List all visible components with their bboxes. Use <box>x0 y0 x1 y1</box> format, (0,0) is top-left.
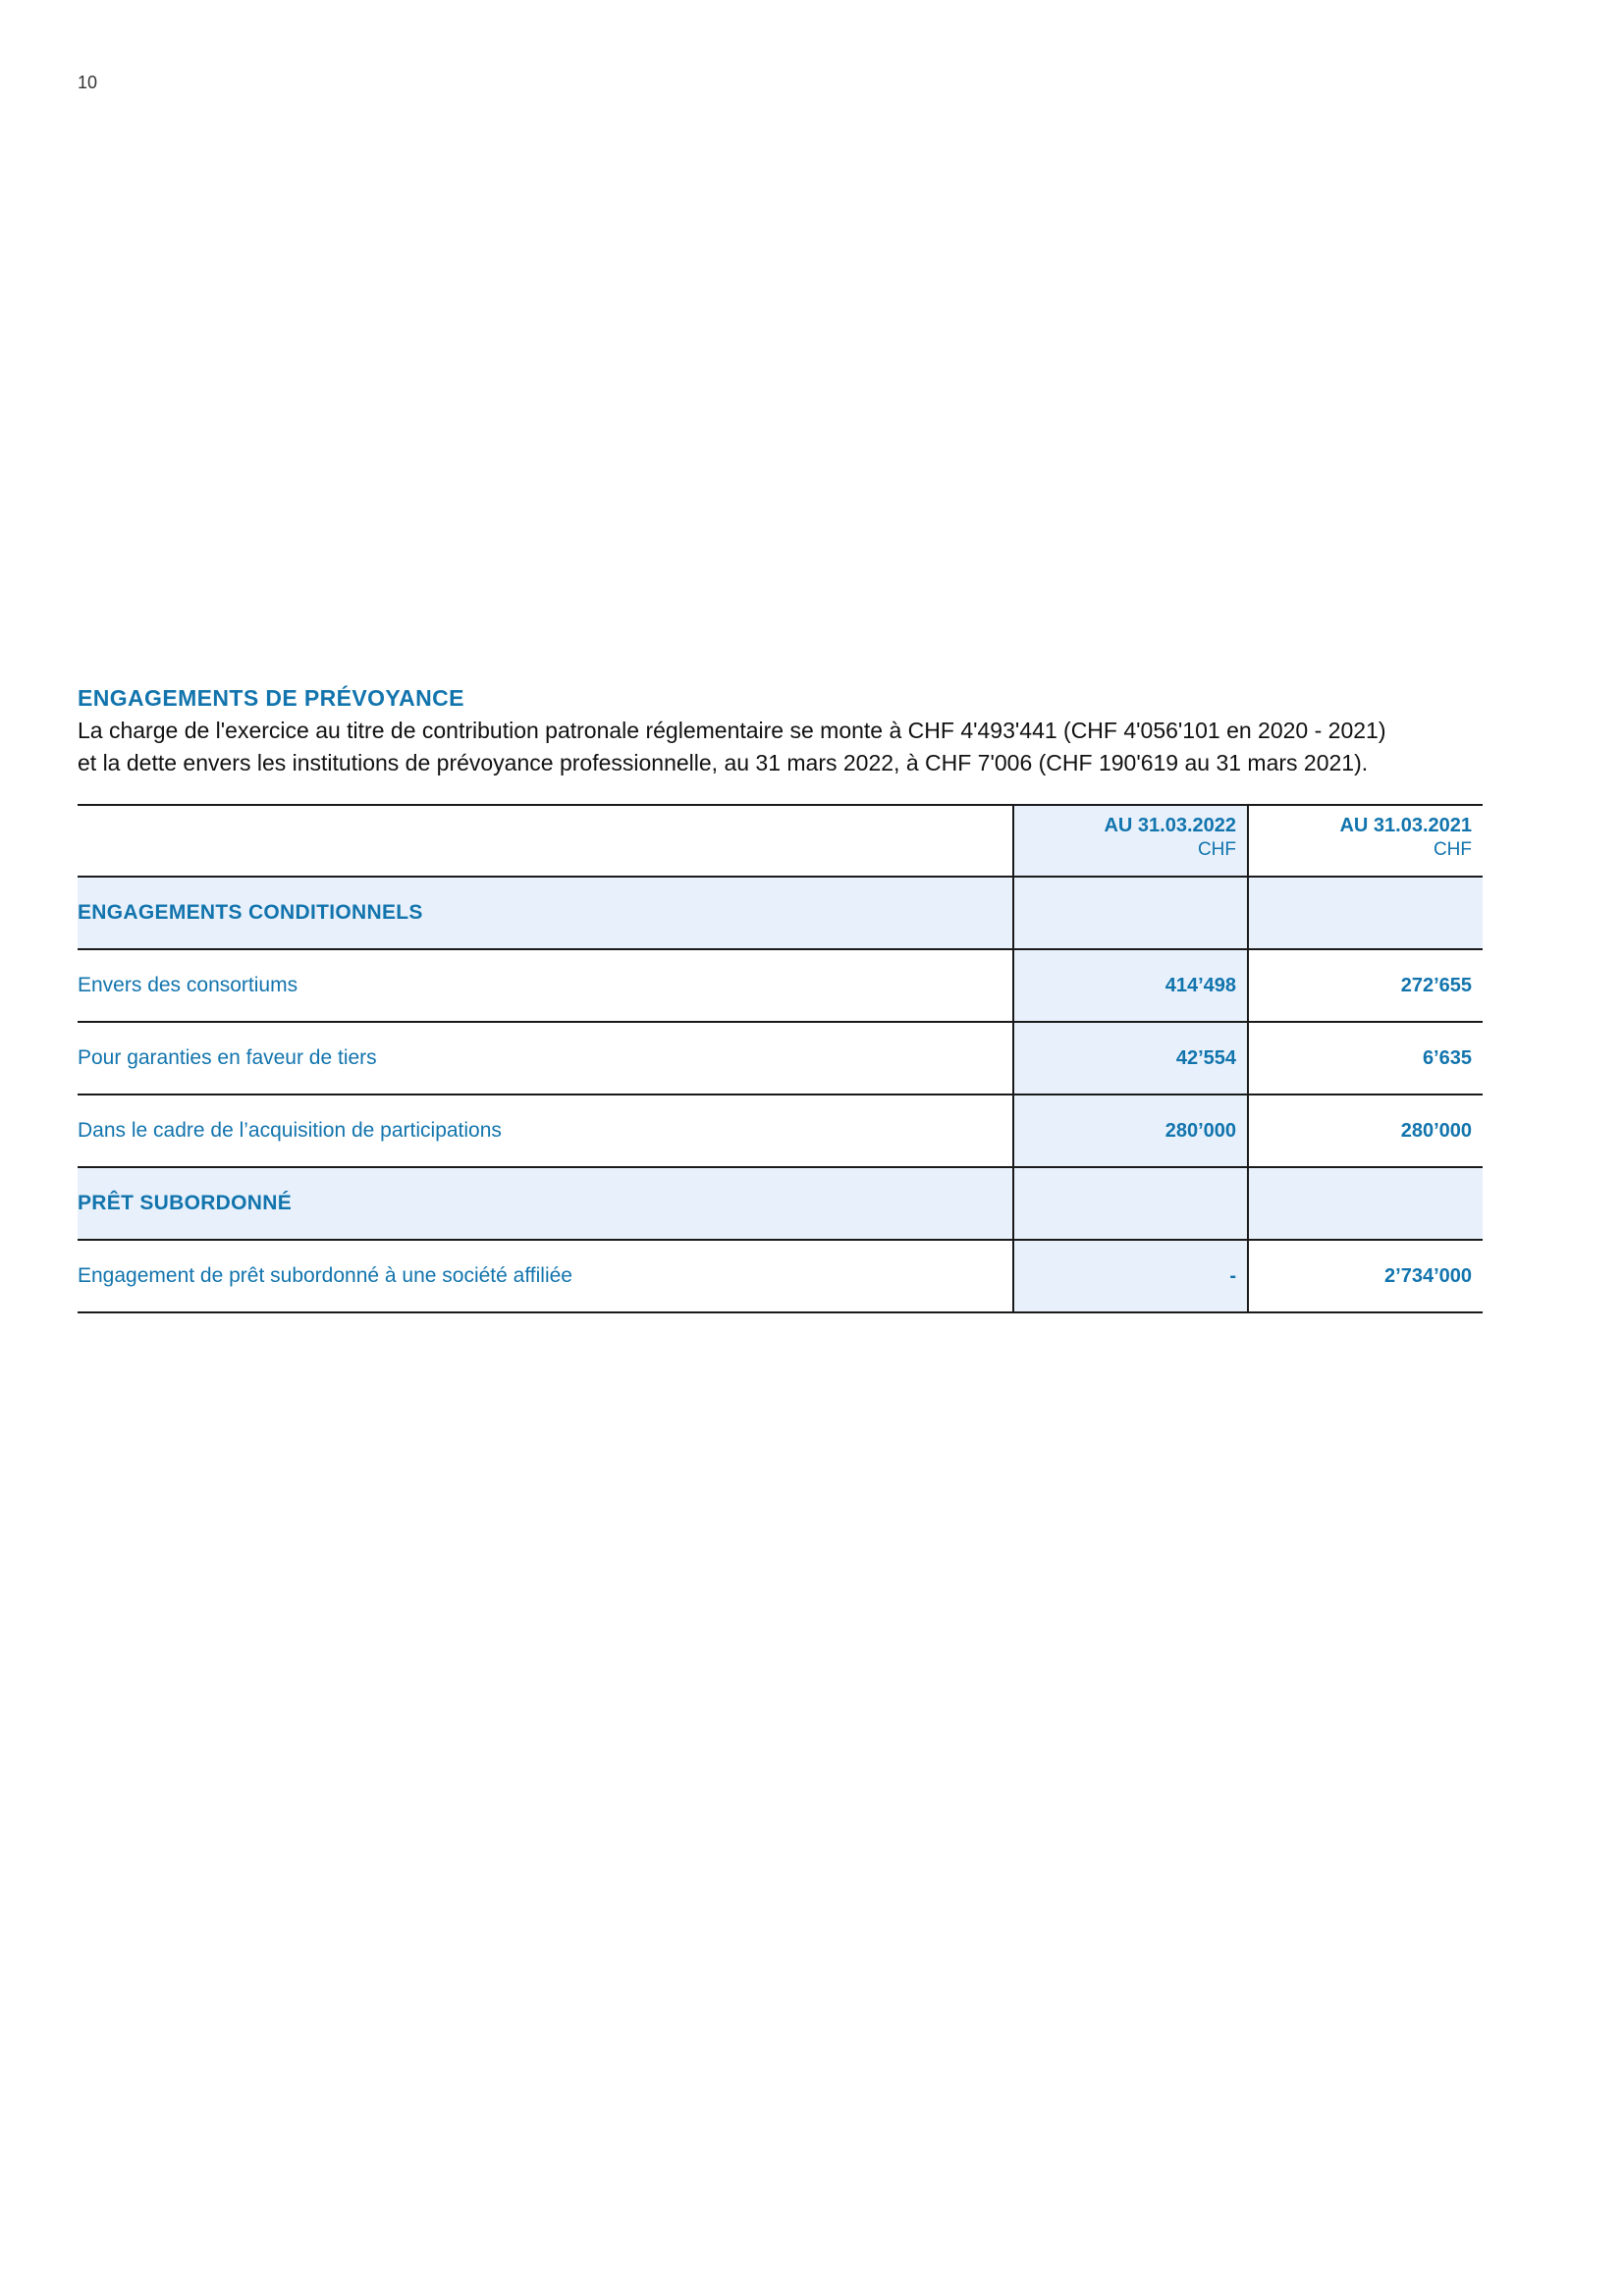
row-value-2022: - <box>1013 1240 1248 1312</box>
section-body <box>78 715 1482 779</box>
pension-commitments-section <box>78 683 1482 779</box>
table-row <box>78 1240 1483 1312</box>
row-value-2022: 42’554 <box>1013 1022 1248 1095</box>
row-value-2021: 6’635 <box>1248 1022 1483 1095</box>
section-title: ENGAGEMENTS DE PRÉVOYANCE <box>78 685 464 711</box>
header-date-2022: AU 31.03.2022 <box>1104 815 1236 836</box>
commitments-table <box>78 804 1483 1313</box>
row-value-2021 <box>1248 1167 1483 1240</box>
row-label: ENGAGEMENTS CONDITIONNELS <box>78 877 1013 949</box>
row-value-2021 <box>1248 877 1483 949</box>
row-label: Pour garanties en faveur de tiers <box>78 1046 377 1069</box>
header-unit-2021: CHF <box>1433 839 1472 860</box>
row-value-2021: 272’655 <box>1248 949 1483 1022</box>
row-label: PRÊT SUBORDONNÉ <box>78 1167 1013 1240</box>
row-value-2022: 414’498 <box>1013 949 1248 1022</box>
table-row-group-conditional <box>78 877 1483 949</box>
page-number: 10 <box>78 73 98 92</box>
row-label: Engagement de prêt subordonné à une société affiliée <box>78 1264 572 1287</box>
table-row <box>78 1022 1483 1095</box>
row-label: Envers des consortiums <box>78 974 298 996</box>
row-value-2021: 280’000 <box>1248 1095 1483 1167</box>
row-value-2022 <box>1013 877 1248 949</box>
header-label-cell <box>78 805 1013 877</box>
table-row <box>78 949 1483 1022</box>
row-value-2022 <box>1013 1167 1248 1240</box>
section-body-line-2: et la dette envers les institutions de prévoyance professionnelle, au 31 mars 2022, à CHF 7'006 (CHF 190'619 au 31 mars 2021). <box>78 750 1369 775</box>
table-header-row <box>78 805 1483 877</box>
row-value-2021: 2’734’000 <box>1248 1240 1483 1312</box>
section-body-line-1: La charge de l'exercice au titre de contribution patronale réglementaire se monte à CHF 4'493'441 (CHF 4'056'101 en 2020 - 2021) <box>78 718 1386 743</box>
header-col-2022 <box>1013 805 1248 877</box>
row-label: Dans le cadre de l’acquisition de participations <box>78 1119 502 1142</box>
row-value-2022: 280’000 <box>1013 1095 1248 1167</box>
header-col-2021 <box>1248 805 1483 877</box>
header-unit-2022: CHF <box>1197 839 1236 860</box>
table-row-group-subordinated-loan <box>78 1167 1483 1240</box>
header-date-2021: AU 31.03.2021 <box>1339 815 1472 836</box>
table-row <box>78 1095 1483 1167</box>
